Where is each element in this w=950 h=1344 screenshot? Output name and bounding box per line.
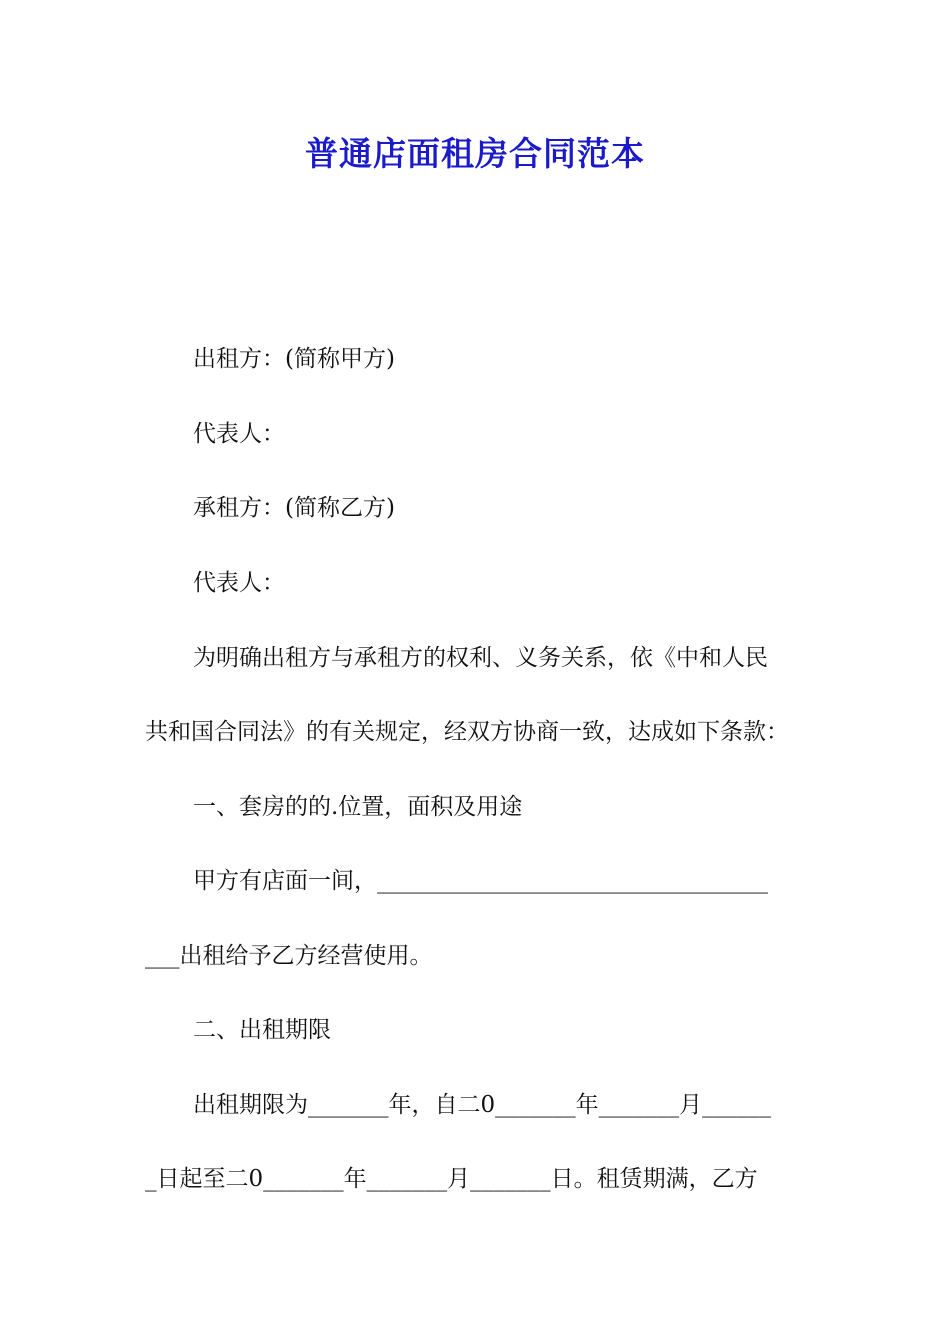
section-2-text-line-1: 出租期限为_______年，自二0_______年_______月______ <box>193 1092 772 1118</box>
preamble-line-2: 共和国合同法》的有关规定，经双方协商一致，达成如下条款： <box>145 719 789 745</box>
preamble-line-1: 为明确出租方与承租方的权利、义务关系，依《中和人民 <box>193 645 768 671</box>
lessor-representative-line: 代表人： <box>193 421 285 447</box>
section-1-heading: 一、套房的的.位置，面积及用途 <box>193 794 523 820</box>
section-2-heading: 二、出租期限 <box>193 1017 331 1043</box>
lessor-line: 出租方：(简称甲方) <box>193 346 395 372</box>
section-2-text-line-2: _日起至二0_______年_______月_______日。租赁期满，乙方 <box>145 1166 758 1192</box>
lessee-line: 承租方：(简称乙方) <box>193 495 395 521</box>
section-1-text-line-2: ___出租给予乙方经营使用。 <box>145 943 433 969</box>
document-title: 普通店面租房合同范本 <box>305 134 645 173</box>
section-1-text-line-1: 甲方有店面一间，__________________________________ <box>193 868 768 894</box>
lessee-representative-line: 代表人： <box>193 570 285 596</box>
